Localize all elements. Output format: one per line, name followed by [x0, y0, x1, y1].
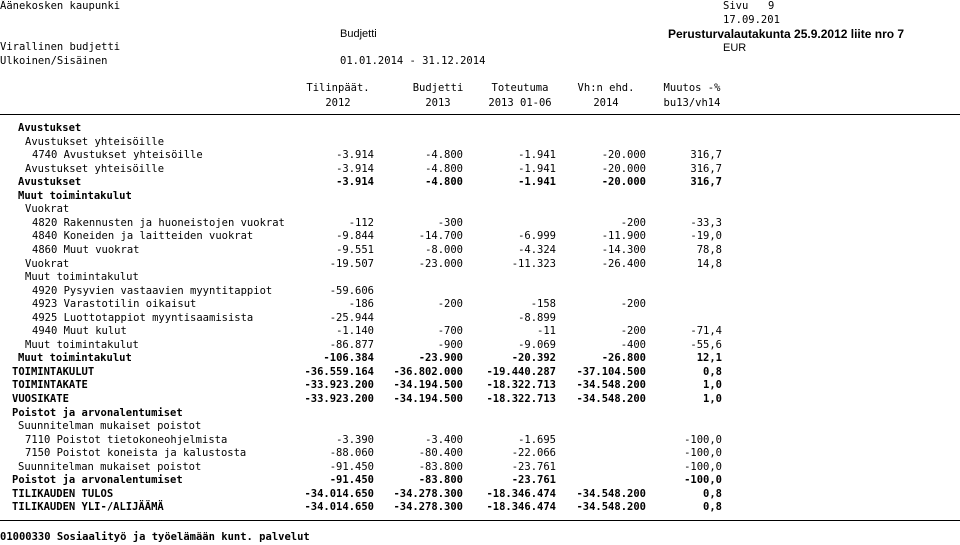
cell-value: 1,0: [703, 379, 722, 392]
row-label: TOIMINTAKATE: [12, 379, 88, 392]
cell-value: -33.923.200: [304, 379, 374, 392]
table-row: [0, 379, 960, 393]
cell-value: -9.844: [336, 230, 374, 243]
row-label: Vuokrat: [25, 203, 70, 216]
row-label: 4740 Avustukset yhteisöille: [32, 149, 203, 162]
cell-value: 0,8: [703, 365, 722, 378]
row-label: 7150 Poistot koneista ja kalustosta: [25, 447, 247, 460]
row-label: 4920 Pysyvien vastaavien myyntitappiot: [32, 284, 273, 297]
cell-value: -11.323: [511, 257, 556, 270]
table-row: [0, 244, 960, 258]
cell-value: -1.140: [336, 325, 374, 338]
table-row: [0, 488, 960, 502]
table-row: [0, 434, 960, 448]
cell-value: -34.548.200: [576, 393, 646, 405]
row-label: 7110 Poistot tietokoneohjelmista: [25, 433, 228, 446]
table-row: [0, 366, 960, 380]
table-row: [0, 325, 960, 339]
cell-value: -20.000: [601, 162, 646, 175]
cell-value: -14.700: [418, 230, 463, 243]
cell-value: -200: [620, 216, 646, 229]
cell-value: -4.800: [425, 149, 463, 162]
row-label: TILIKAUDEN TULOS: [12, 487, 114, 500]
cell-value: -18.346.474: [486, 501, 556, 514]
cell-value: 316,7: [690, 149, 722, 162]
table-row: [0, 122, 960, 136]
cell-value: 1,0: [703, 393, 722, 405]
cell-value: -91.450: [329, 474, 374, 487]
cell-value: 14,8: [696, 257, 722, 270]
cell-value: 316,7: [690, 162, 722, 175]
table-row: [0, 393, 960, 407]
cell-value: -34.278.300: [393, 501, 463, 514]
external-internal-label: Ulkoinen/Sisäinen: [0, 55, 108, 67]
table-row: [0, 407, 960, 421]
row-label: Muut toimintakulut: [25, 271, 139, 284]
cell-value: -8.899: [518, 311, 556, 324]
currency-label: EUR: [723, 42, 747, 54]
cell-value: 316,7: [690, 176, 722, 189]
row-label: Muut toimintakulut: [18, 189, 132, 202]
column-header-realization-period: 2013 01-06: [488, 97, 552, 109]
table-row: [0, 352, 960, 366]
cell-value: -34.548.200: [576, 487, 646, 500]
cell-value: -8.000: [425, 243, 463, 256]
cell-value: -34.194.500: [393, 379, 463, 392]
column-header-actuals-2012: Tilinpäät.: [306, 82, 370, 94]
cell-value: -106.384: [323, 352, 374, 365]
cell-value: -3.390: [336, 433, 374, 446]
footer-divider: [0, 520, 960, 521]
table-row: [0, 176, 960, 190]
column-header-proposal-2014: Vh:n ehd.: [577, 82, 635, 94]
row-label: VUOSIKATE: [12, 393, 69, 405]
header-divider: [0, 114, 960, 115]
cell-value: -22.066: [511, 447, 556, 460]
cell-value: -4.800: [425, 162, 463, 175]
report-date: 17.09.201: [723, 14, 780, 26]
cell-value: -18.322.713: [486, 379, 556, 392]
row-label: 4860 Muut vuokrat: [32, 243, 140, 256]
row-label: 4840 Koneiden ja laitteiden vuokrat: [32, 230, 254, 243]
cell-value: -400: [620, 338, 646, 351]
cell-value: 0,8: [703, 501, 722, 514]
table-row: [0, 149, 960, 163]
cell-value: -100,0: [684, 474, 722, 487]
cell-value: -20.392: [511, 352, 556, 365]
cell-value: -9.069: [518, 338, 556, 351]
cell-value: -11.900: [601, 230, 646, 243]
cell-value: -1.941: [518, 149, 556, 162]
row-label: 4820 Rakennusten ja huoneistojen vuokrat: [32, 216, 285, 229]
cell-value: -300: [437, 216, 463, 229]
cell-value: 0,8: [703, 487, 722, 500]
cell-value: -23.900: [418, 352, 463, 365]
cell-value: -200: [620, 325, 646, 338]
cell-value: -36.802.000: [393, 365, 463, 378]
cell-value: 12,1: [696, 352, 722, 365]
cell-value: -900: [437, 338, 463, 351]
row-label: Avustukset yhteisöille: [25, 135, 165, 148]
cell-value: -1.941: [518, 176, 556, 189]
row-label: Muut toimintakulut: [25, 338, 139, 351]
cell-value: -23.761: [511, 474, 556, 487]
cell-value: -100,0: [684, 460, 722, 473]
row-label: 4940 Muut kulut: [32, 325, 127, 338]
cell-value: -3.914: [336, 149, 374, 162]
footer-unit-label: 01000330 Sosiaalityö ja työelämään kunt. palvelut: [0, 531, 310, 543]
row-label: Suunnitelman mukaiset poistot: [18, 460, 202, 473]
column-header-budget-2013-year: 2013: [425, 97, 451, 109]
cell-value: -3.914: [336, 162, 374, 175]
cell-value: -83.800: [418, 460, 463, 473]
row-label: Avustukset: [18, 176, 82, 189]
row-label: Avustukset yhteisöille: [25, 162, 165, 175]
cell-value: 78,8: [696, 243, 722, 256]
page-number: 9: [768, 0, 775, 12]
table-row: [0, 271, 960, 285]
row-label: TOIMINTAKULUT: [12, 365, 95, 378]
cell-value: -23.000: [418, 257, 463, 270]
cell-value: -91.450: [329, 460, 374, 473]
cell-value: -19.507: [329, 257, 374, 270]
column-header-change-pct: Muutos -%: [663, 82, 721, 94]
municipality-name: Äänekosken kaupunki: [0, 0, 121, 12]
row-label: Suunnitelman mukaiset poistot: [18, 420, 202, 433]
cell-value: -11: [537, 325, 556, 338]
cell-value: -100,0: [684, 433, 722, 446]
cell-value: -14.300: [601, 243, 646, 256]
cell-value: -34.014.650: [304, 501, 374, 514]
cell-value: -80.400: [418, 447, 463, 460]
row-label: 4925 Luottotappiot myyntisaamisista: [32, 311, 254, 324]
column-header-budget-2013: Budjetti: [412, 82, 464, 94]
cell-value: -34.548.200: [576, 501, 646, 514]
table-row: [0, 136, 960, 150]
cell-value: -34.278.300: [393, 487, 463, 500]
column-header-actuals-2012-year: 2012: [325, 97, 351, 109]
budget-word: Budjetti: [340, 28, 377, 40]
official-budget-label: Virallinen budjetti: [0, 41, 121, 53]
cell-value: -34.194.500: [393, 393, 463, 405]
document-title: Perusturvalautakunta 25.9.2012 liite nro 7: [668, 27, 905, 41]
cell-value: -26.400: [601, 257, 646, 270]
cell-value: -100,0: [684, 447, 722, 460]
cell-value: -34.014.650: [304, 487, 374, 500]
column-header-change-basis: bu13/vh14: [663, 97, 721, 109]
table-row: [0, 217, 960, 231]
table-row: [0, 285, 960, 299]
page-label: Sivu: [723, 0, 749, 12]
cell-value: -4.324: [518, 243, 556, 256]
cell-value: -34.548.200: [576, 379, 646, 392]
cell-value: -200: [620, 298, 646, 311]
cell-value: -6.999: [518, 230, 556, 243]
row-label: Poistot ja arvonalentumiset: [12, 474, 183, 487]
cell-value: -19,0: [690, 230, 722, 243]
cell-value: -33.923.200: [304, 393, 374, 405]
budget-period: 01.01.2014 - 31.12.2014: [340, 55, 486, 67]
table-row: [0, 163, 960, 177]
table-row: [0, 230, 960, 244]
table-row: [0, 501, 960, 515]
cell-value: -186: [348, 298, 374, 311]
table-row: [0, 312, 960, 326]
cell-value: -71,4: [690, 325, 722, 338]
table-row: [0, 203, 960, 217]
cell-value: -25.944: [329, 311, 374, 324]
cell-value: -20.000: [601, 149, 646, 162]
row-label: 4923 Varastotilin oikaisut: [32, 298, 197, 311]
cell-value: -158: [530, 298, 556, 311]
table-row: [0, 474, 960, 488]
cell-value: -4.800: [425, 176, 463, 189]
cell-value: -37.104.500: [576, 365, 646, 378]
cell-value: -55,6: [690, 338, 722, 351]
cell-value: -18.322.713: [486, 393, 556, 405]
cell-value: -1.941: [518, 162, 556, 175]
cell-value: -20.000: [601, 176, 646, 189]
cell-value: -26.800: [601, 352, 646, 365]
table-row: [0, 258, 960, 272]
table-row: [0, 190, 960, 204]
table-row: [0, 447, 960, 461]
cell-value: -3.914: [336, 176, 374, 189]
cell-value: -112: [348, 216, 374, 229]
cell-value: -9.551: [336, 243, 374, 256]
table-row: [0, 461, 960, 475]
table-row: [0, 339, 960, 353]
cell-value: -18.346.474: [486, 487, 556, 500]
row-label: Vuokrat: [25, 257, 70, 270]
cell-value: -88.060: [329, 447, 374, 460]
cell-value: -33,3: [690, 216, 722, 229]
cell-value: -19.440.287: [486, 365, 556, 378]
cell-value: -83.800: [418, 474, 463, 487]
table-row: [0, 420, 960, 434]
row-label: TILIKAUDEN YLI-/ALIJÄÄMÄ: [12, 501, 164, 514]
cell-value: -23.761: [511, 460, 556, 473]
cell-value: -700: [437, 325, 463, 338]
column-header-realization: Toteutuma: [491, 82, 549, 94]
row-label: Poistot ja arvonalentumiset: [12, 406, 183, 419]
cell-value: -59.606: [329, 284, 374, 297]
row-label: Avustukset: [18, 122, 82, 134]
row-label: Muut toimintakulut: [18, 352, 132, 365]
cell-value: -3.400: [425, 433, 463, 446]
column-header-proposal-2014-year: 2014: [593, 97, 619, 109]
cell-value: -86.877: [329, 338, 374, 351]
table-row: [0, 298, 960, 312]
cell-value: -200: [437, 298, 463, 311]
cell-value: -36.559.164: [304, 365, 374, 378]
cell-value: -1.695: [518, 433, 556, 446]
